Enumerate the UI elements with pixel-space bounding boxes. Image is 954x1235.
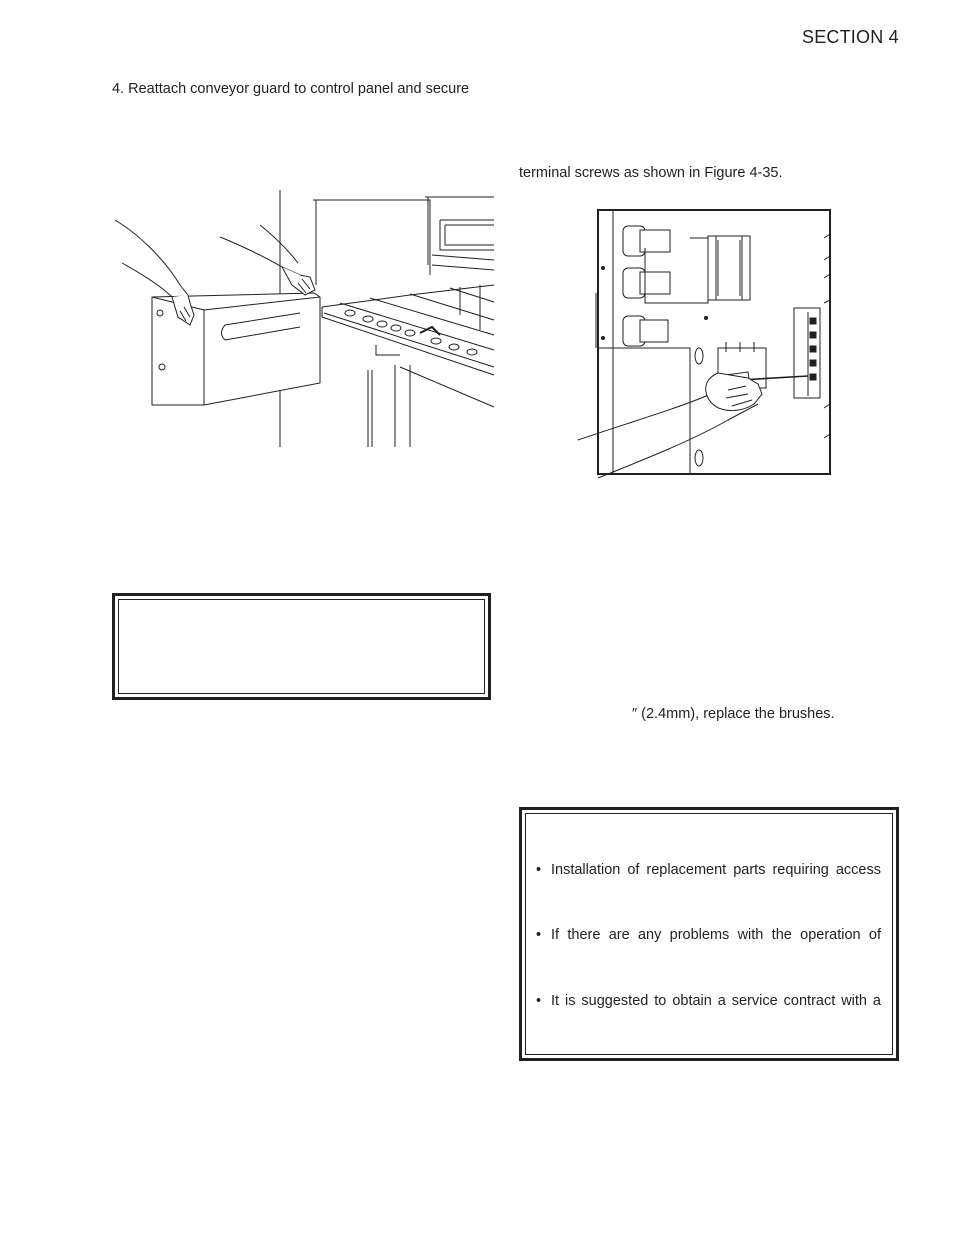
info-bullet-item	[536, 927, 881, 943]
service-info-box	[519, 807, 899, 1061]
conveyor-guard-illustration	[110, 185, 494, 453]
notice-box-inner-border	[118, 599, 485, 694]
bullet-text: Installation of replacement parts requiring access	[551, 862, 881, 878]
notice-box	[112, 593, 491, 700]
bullet-text: If there are any problems with the operation of	[551, 927, 881, 943]
info-bullet-item	[536, 993, 881, 1009]
info-bullet-item	[536, 862, 881, 878]
bullet-marker: •	[536, 862, 542, 878]
bullet-marker: •	[536, 993, 542, 1009]
bullet-text: It is suggested to obtain a service contract with a	[551, 993, 881, 1009]
terminal-screws-illustration	[568, 208, 834, 484]
step-4-instruction: 4. Reattach conveyor guard to control panel and secure	[112, 81, 470, 97]
bullet-marker: •	[536, 927, 542, 943]
brush-replacement-text: ″ (2.4mm), replace the brushes.	[632, 706, 835, 722]
terminal-screws-text: terminal screws as shown in Figure 4-35.	[519, 165, 783, 181]
section-header: SECTION 4	[802, 27, 899, 47]
